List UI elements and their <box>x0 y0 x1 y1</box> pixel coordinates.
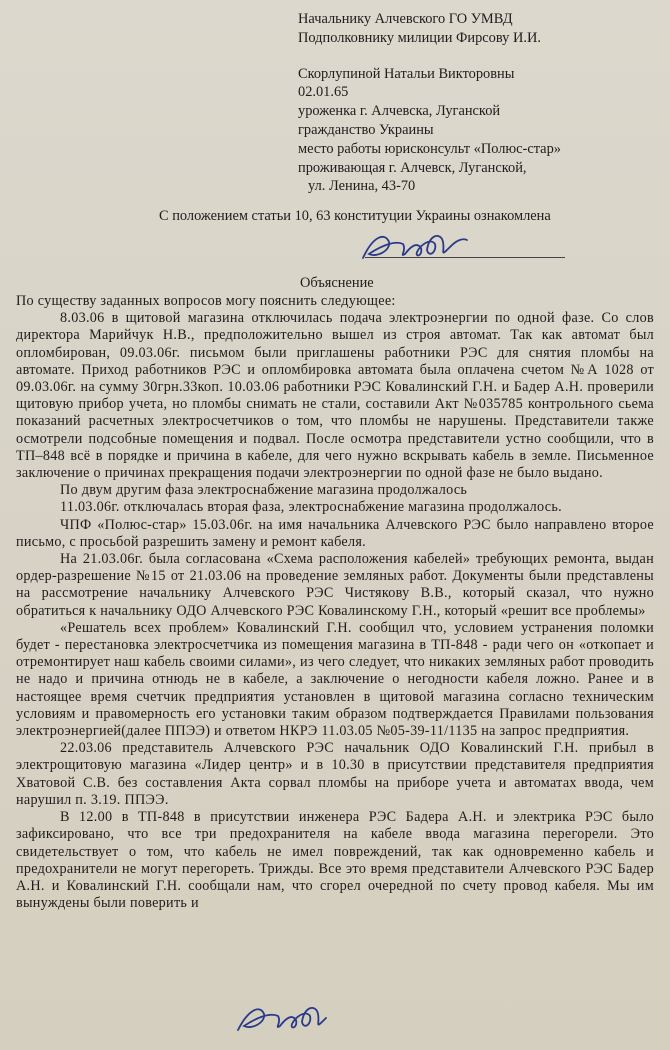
addressee-line-2: Подполковнику милиции Фирсову И.И. <box>298 29 541 46</box>
applicant-dob: 02.01.65 <box>298 84 349 101</box>
acknowledgement-line: С положением статьи 10, 63 конституции Украины ознакомлена <box>159 208 551 224</box>
paragraph: 8.03.06 в щитовой магазина отключилась подача электроэнергии по одной фазе. Со слов директора Марийчук Н.В., предположительно вышел из строя автомат. Так как автомат был опломбирован, 09.03.06г. письмом были приглашены работники РЭС для снятия пломбы на автомате. Приход работников РЭС и опломбировка автомата была оплачена счетом №А 1028 от 09.03.06г. на сумму 30грн.33коп. 10.03.06 работники РЭС Ковалинский Г.Н. и Бадер А.Н. проверили щитовую прибор учета, но пломбы снимать не стали, составили Акт №035785 контрольного сьема показаний расчетных электросчетчиков о том, что пломбы не нарушены. Представители также осмотрели подсобные помещения и подвал. После осмотра представители устно сообщили, что в ТП–848 всё в порядке и причина в кабеле, для чего нужно вскрывать кабель в земле. Письменное заключение о причинах прекращения подачи электроэнергии по одной фазе не было выдано. <box>16 310 654 482</box>
paragraph: По существу заданных вопросов могу пояснить следующее: <box>16 293 396 309</box>
applicant-name: Скорлупиной Натальи Викторовны <box>298 65 515 82</box>
paragraph: По двум другим фаза электроснабжение магазина продолжалось <box>60 482 468 499</box>
signature-line <box>365 257 565 258</box>
paragraph: ЧПФ «Полюс-стар» 15.03.06г. на имя начальника Алчевского РЭС было направлено второе письмо, с просьбой разрешить замену и ремонт кабеля. <box>16 516 654 550</box>
signature-top <box>355 228 470 268</box>
paragraph: 22.03.06 представитель Алчевского РЭС начальник ОДО Ковалинский Г.Н. прибыл в электрощитовую магазина «Лидер центр» и в 10.30 в присутствии представителя предприятия Хватовой С.В. без составления Акта сорвал пломбы на приборе учета и автоматах ввода, чем нарушил п. 3.19. ППЭЭ. <box>16 740 654 808</box>
addressee-line-1: Начальнику Алчевского ГО УМВД <box>298 11 513 27</box>
applicant-residence: проживающая г. Алчевск, Луганской, <box>298 159 527 176</box>
signature-bottom <box>232 1000 342 1040</box>
document-body <box>16 293 654 912</box>
applicant-street: ул. Ленина, 43-70 <box>308 178 416 195</box>
address-block <box>298 10 561 196</box>
applicant-origin: уроженка г. Алчевска, Луганской <box>298 103 501 120</box>
document-title: Объяснение <box>300 275 374 291</box>
paragraph: 11.03.06г. отключалась вторая фаза, электроснабжение магазина продолжалось. <box>60 499 562 516</box>
paragraph: В 12.00 в ТП-848 в присутствии инженера РЭС Бадера А.Н. и электрика РЭС было зафиксировано, что все три предохранителя на кабеле ввода магазина перегорели. Это свидетельствует о том, что кабель не имел повреждений, так как одновременно кабель и предохранители не могут перегореть. Трижды. Все это время представители Алчевского РЭС Бадер А.Н. и Ковалинский Г.Н. сообщали нам, что сгорел очередной по счету провод кабеля. Мы им вынуждены были поверить и <box>16 809 654 912</box>
paragraph: «Решатель всех проблем» Ковалинский Г.Н. сообщил что, условием устранения поломки будет - перестановка электросчетчика из помещения магазина в ТП-848 - ради чего он «откопает и отремонтирует наш кабель своими силами», из чего следует, что никаких земляных работ проводить не надо и причина отнюдь не в кабеле, а заключение о негодности кабеля ложно. Ранее и в настоящее время счетчик предприятия установлен в щитовой магазина согласно техническим условиям и правомерность его установки таким образом подтверждается Правилами пользования электроэнергией(далее ППЭЭ) и ответом НКРЭ 11.03.05 №05-39-11/1135 на запрос предприятия. <box>16 619 654 740</box>
applicant-citizenship: гражданство Украины <box>298 121 434 138</box>
paragraph: На 21.03.06г. была согласована «Схема расположения кабелей» требующих ремонта, выдан ордер-разрешение №15 от 21.03.06 на проведение земляных работ. Документы были представлены на рассмотрение начальнику Алчевского РЭС Чистякову В.В., который сказал, что нужно обратиться к начальнику ОДО Алчевского РЭС Ковалинскому Г.Н., который «решит все проблемы» <box>16 551 654 619</box>
applicant-workplace: место работы юрисконсульт «Полюс-стар» <box>298 140 561 157</box>
